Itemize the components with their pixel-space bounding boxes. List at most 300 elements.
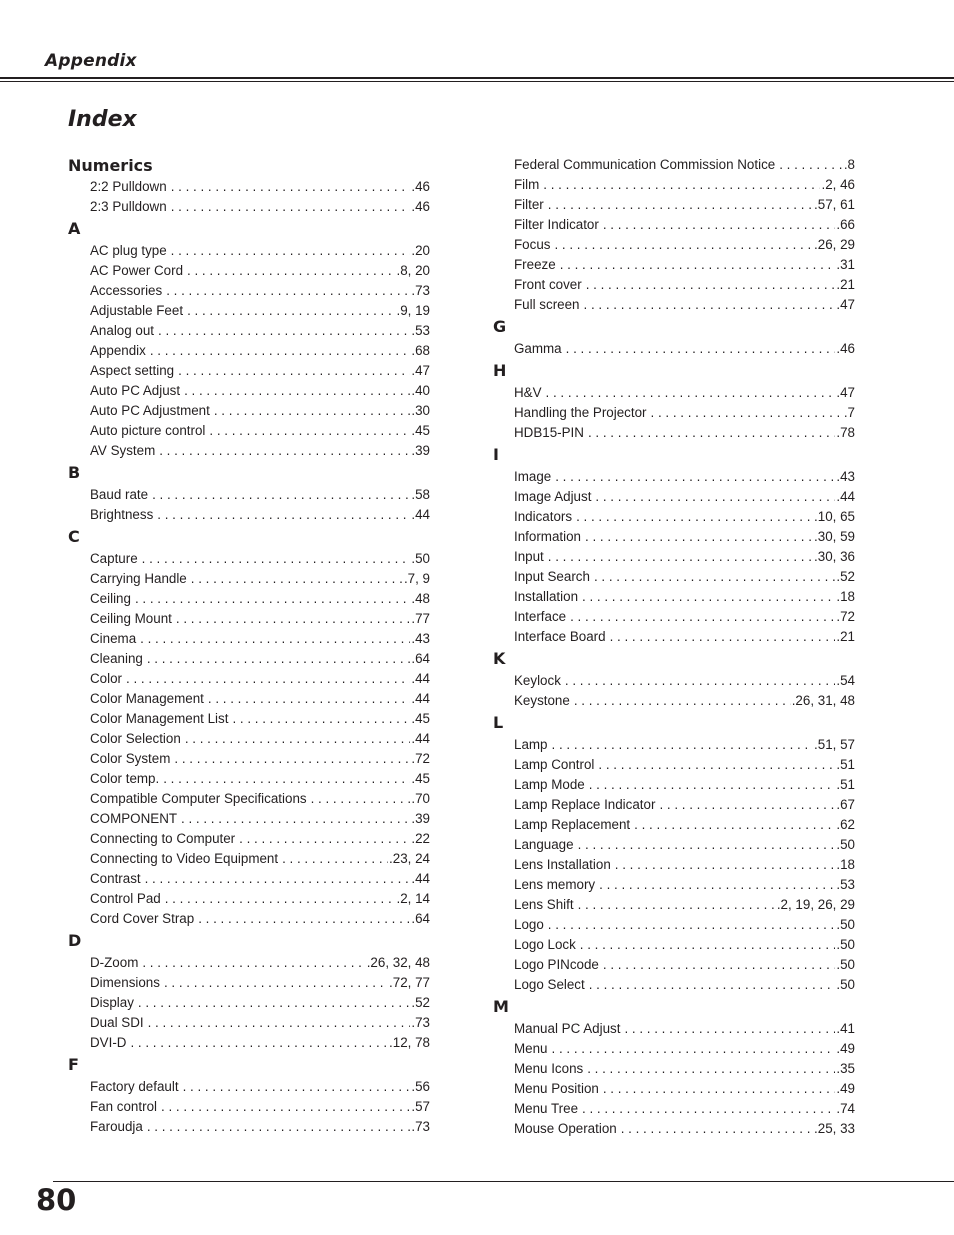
index-entry (68, 589, 430, 609)
index-entry (493, 895, 855, 915)
dot-leader (576, 507, 813, 527)
dot-leader (171, 177, 411, 197)
entry-term: Brightness (90, 507, 154, 522)
index-entry (68, 849, 430, 869)
dot-leader (176, 609, 411, 629)
section-heading: M (493, 997, 509, 1016)
index-entry (68, 829, 430, 849)
dot-leader (174, 749, 410, 769)
entry-term: Control Pad (90, 891, 161, 906)
entry-term: Menu Tree (514, 1101, 579, 1116)
index-entry (68, 1117, 430, 1137)
entry-term: Display (90, 995, 134, 1010)
entry-term: Front cover (514, 277, 582, 292)
dot-leader (138, 993, 410, 1013)
entry-pages: .41 (836, 1021, 855, 1036)
dot-leader (589, 975, 836, 995)
dot-leader (586, 275, 836, 295)
entry-pages: .30, 36 (814, 549, 855, 564)
entry-pages: .56 (411, 1079, 430, 1094)
dot-leader (126, 669, 410, 689)
index-entry (493, 735, 855, 755)
index-entry (493, 627, 855, 647)
page-number: 80 (36, 1183, 77, 1217)
entry-pages: .20 (411, 243, 430, 258)
index-entry (68, 973, 430, 993)
dot-leader (181, 809, 410, 829)
entry-term: Focus (514, 237, 551, 252)
entry-term: Gamma (514, 341, 562, 356)
entry-term: Ceiling Mount (90, 611, 172, 626)
entry-pages: .74 (836, 1101, 855, 1116)
entry-term: Installation (514, 589, 579, 604)
entry-term: Keylock (514, 673, 561, 688)
index-entry (68, 689, 430, 709)
entry-pages: .50 (836, 977, 855, 992)
dot-leader (165, 889, 396, 909)
index-entry (68, 789, 430, 809)
entry-pages: .72 (836, 609, 855, 624)
entry-term: Lamp Mode (514, 777, 585, 792)
dot-leader (582, 1099, 835, 1119)
entry-term: Logo (514, 917, 544, 932)
entry-term: Image Adjust (514, 489, 592, 504)
entry-pages: .49 (836, 1041, 855, 1056)
dot-leader (208, 689, 410, 709)
section-heading: D (68, 931, 82, 950)
entry-pages: .52 (411, 995, 430, 1010)
index-entry (493, 195, 855, 215)
dot-leader (574, 691, 791, 711)
entry-pages: .2, 19, 26, 29 (776, 897, 855, 912)
dot-leader (171, 197, 411, 217)
index-entry (68, 281, 430, 301)
index-entry (493, 1059, 855, 1079)
dot-leader (148, 1013, 411, 1033)
dot-leader (158, 321, 410, 341)
entry-pages: .45 (411, 711, 430, 726)
entry-pages: .40 (411, 383, 430, 398)
index-entry (493, 1079, 855, 1099)
index-entry (493, 403, 855, 423)
entry-pages: .51, 57 (814, 737, 855, 752)
section-heading: C (68, 527, 80, 546)
entry-term: Interface Board (514, 629, 606, 644)
entry-term: Fan control (90, 1099, 157, 1114)
entry-pages: .46 (836, 341, 855, 356)
index-section (68, 155, 430, 217)
dot-leader (610, 627, 836, 647)
index-entry (493, 467, 855, 487)
index-entry (68, 769, 430, 789)
entry-pages: .47 (411, 363, 430, 378)
dot-leader (187, 261, 395, 281)
entry-pages: .21 (836, 277, 855, 292)
dot-leader (587, 1059, 835, 1079)
entry-pages: .2, 14 (396, 891, 430, 906)
dot-leader (214, 401, 411, 421)
entry-pages: .73 (411, 1015, 430, 1030)
index-entry (68, 1013, 430, 1033)
entry-pages: .49 (836, 1081, 855, 1096)
entry-term: Menu Position (514, 1081, 599, 1096)
index-entry (493, 691, 855, 711)
entry-pages: .25, 33 (814, 1121, 855, 1136)
index-entry (493, 671, 855, 691)
dot-leader (191, 569, 403, 589)
dot-leader (659, 795, 835, 815)
dot-leader (145, 869, 411, 889)
index-entry (68, 869, 430, 889)
dot-leader (570, 607, 835, 627)
entry-term: Freeze (514, 257, 556, 272)
dot-leader (548, 915, 836, 935)
entry-term: Color (90, 671, 122, 686)
entry-term: AC Power Cord (90, 263, 184, 278)
entry-term: HDB15-PIN (514, 425, 584, 440)
entry-pages: .44 (411, 507, 430, 522)
dot-leader (135, 589, 410, 609)
entry-term: Filter (514, 197, 544, 212)
dot-leader (150, 341, 411, 361)
entry-term: Color temp. (90, 771, 160, 786)
index-entry (68, 421, 430, 441)
entry-pages: .77 (411, 611, 430, 626)
entry-pages: .31 (836, 257, 855, 272)
entry-pages: .18 (836, 857, 855, 872)
index-entry (493, 935, 855, 955)
entry-pages: .50 (411, 551, 430, 566)
index-entry (68, 341, 430, 361)
entry-pages: .18 (836, 589, 855, 604)
index-section (493, 155, 855, 315)
index-entry (493, 155, 855, 175)
index-entry (493, 1119, 855, 1139)
entry-term: Dual SDI (90, 1015, 144, 1030)
index-entry (493, 587, 855, 607)
dot-leader (546, 383, 836, 403)
dot-leader (589, 775, 836, 795)
dot-leader (166, 281, 410, 301)
index-section (493, 359, 855, 443)
entry-pages: .62 (836, 817, 855, 832)
index-entry (68, 953, 430, 973)
entry-pages: .7 (843, 405, 855, 420)
entry-term: Lamp (514, 737, 548, 752)
entry-pages: .50 (836, 957, 855, 972)
entry-pages: .45 (411, 423, 430, 438)
index-column-right (493, 155, 855, 1139)
dot-leader (598, 755, 835, 775)
index-entry (493, 255, 855, 275)
dot-leader (566, 339, 836, 359)
dot-leader (187, 301, 395, 321)
entry-term: Handling the Projector (514, 405, 647, 420)
dot-leader (147, 649, 411, 669)
entry-term: Lens Installation (514, 857, 611, 872)
entry-term: Factory default (90, 1079, 179, 1094)
entry-pages: .35 (836, 1061, 855, 1076)
dot-leader (585, 527, 813, 547)
index-entry (493, 815, 855, 835)
entry-pages: .57 (411, 1099, 430, 1114)
entry-term: D-Zoom (90, 955, 139, 970)
entry-pages: .47 (836, 297, 855, 312)
dot-leader (552, 1039, 836, 1059)
section-heading: G (493, 317, 507, 336)
entry-term: Accessories (90, 283, 163, 298)
entry-term: Cord Cover Strap (90, 911, 195, 926)
dot-leader (548, 195, 813, 215)
entry-term: Cleaning (90, 651, 143, 666)
entry-pages: .43 (411, 631, 430, 646)
dot-leader (603, 215, 836, 235)
index-entry (68, 241, 430, 261)
entry-term: Carrying Handle (90, 571, 187, 586)
index-entry (68, 197, 430, 217)
entry-term: Dimensions (90, 975, 160, 990)
dot-leader (142, 953, 365, 973)
entry-term: Baud rate (90, 487, 149, 502)
entry-term: Capture (90, 551, 138, 566)
dot-leader (159, 441, 410, 461)
entry-term: Lens Shift (514, 897, 574, 912)
index-entry (68, 441, 430, 461)
index-entry (68, 749, 430, 769)
index-entry (68, 609, 430, 629)
dot-leader (595, 487, 835, 507)
entry-term: Contrast (90, 871, 141, 886)
index-entry (493, 795, 855, 815)
index-entry (493, 1019, 855, 1039)
entry-pages: .44 (411, 691, 430, 706)
section-heading: Numerics (68, 156, 153, 175)
entry-term: H&V (514, 385, 542, 400)
entry-pages: .12, 78 (389, 1035, 430, 1050)
entry-pages: .72 (411, 751, 430, 766)
index-entry (68, 909, 430, 929)
entry-pages: .2, 46 (821, 177, 855, 192)
dot-leader (142, 549, 411, 569)
dot-leader (555, 467, 835, 487)
index-entry (68, 569, 430, 589)
index-entry (493, 835, 855, 855)
dot-leader (548, 547, 813, 567)
dot-leader (184, 381, 410, 401)
entry-pages: .54 (836, 673, 855, 688)
dot-leader (185, 729, 411, 749)
entry-pages: .44 (411, 671, 430, 686)
dot-leader (624, 1019, 835, 1039)
entry-pages: .8, 20 (396, 263, 430, 278)
dot-leader (603, 955, 836, 975)
dot-leader (157, 505, 410, 525)
entry-term: AV System (90, 443, 156, 458)
index-section (493, 443, 855, 647)
index-entry (68, 1033, 430, 1053)
entry-pages: .64 (411, 911, 430, 926)
dot-leader (164, 973, 388, 993)
entry-pages: .7, 9 (403, 571, 430, 586)
index-entry (493, 295, 855, 315)
entry-term: Color Selection (90, 731, 181, 746)
entry-term: Ceiling (90, 591, 131, 606)
entry-pages: .26, 32, 48 (366, 955, 430, 970)
entry-term: Filter Indicator (514, 217, 599, 232)
entry-pages: .72, 77 (389, 975, 430, 990)
dot-leader (588, 423, 835, 443)
entry-pages: .21 (836, 629, 855, 644)
dot-leader (161, 1097, 410, 1117)
index-section (493, 711, 855, 995)
entry-pages: .47 (836, 385, 855, 400)
index-entry (68, 1097, 430, 1117)
dot-leader (560, 255, 836, 275)
dot-leader (584, 295, 836, 315)
entry-pages: .30 (411, 403, 430, 418)
entry-term: Language (514, 837, 574, 852)
entry-pages: .66 (836, 217, 855, 232)
index-entry (493, 383, 855, 403)
dot-leader (140, 629, 410, 649)
dot-leader (603, 1079, 836, 1099)
entry-term: Color System (90, 751, 171, 766)
entry-pages: .8 (843, 157, 855, 172)
dot-leader (543, 175, 820, 195)
entry-term: Keystone (514, 693, 570, 708)
entry-term: Adjustable Feet (90, 303, 184, 318)
dot-leader (209, 421, 410, 441)
entry-pages: .44 (836, 489, 855, 504)
index-entry (493, 607, 855, 627)
section-heading: L (493, 713, 504, 732)
index-entry (493, 339, 855, 359)
entry-term: Image (514, 469, 552, 484)
entry-pages: .46 (411, 199, 430, 214)
entry-term: Cinema (90, 631, 137, 646)
section-heading: A (68, 219, 81, 238)
entry-pages: .67 (836, 797, 855, 812)
entry-term: COMPONENT (90, 811, 178, 826)
entry-pages: .44 (411, 871, 430, 886)
entry-pages: .50 (836, 837, 855, 852)
index-entry (493, 487, 855, 507)
entry-term: Lamp Replace Indicator (514, 797, 656, 812)
index-entry (493, 955, 855, 975)
dot-leader (621, 1119, 813, 1139)
index-entry (493, 875, 855, 895)
section-heading: F (68, 1055, 79, 1074)
dot-leader (552, 735, 814, 755)
index-entry (68, 809, 430, 829)
entry-pages: .70 (411, 791, 430, 806)
entry-pages: .68 (411, 343, 430, 358)
entry-pages: .50 (836, 917, 855, 932)
section-heading: H (493, 361, 507, 380)
section-heading: I (493, 445, 499, 464)
index-section (68, 217, 430, 461)
entry-term: 2:2 Pulldown (90, 179, 167, 194)
index-section (493, 315, 855, 359)
footer-rule (53, 1181, 954, 1182)
header-rule-thick (0, 77, 954, 79)
index-entry (68, 177, 430, 197)
entry-term: Logo PINcode (514, 957, 599, 972)
index-entry (68, 993, 430, 1013)
index-entry (68, 301, 430, 321)
entry-pages: .46 (411, 179, 430, 194)
entry-term: Faroudja (90, 1119, 143, 1134)
index-entry (493, 975, 855, 995)
dot-leader (578, 835, 836, 855)
index-entry (493, 567, 855, 587)
dot-leader (599, 875, 835, 895)
entry-term: Indicators (514, 509, 573, 524)
index-entry (493, 775, 855, 795)
index-entry (68, 401, 430, 421)
index-entry (68, 709, 430, 729)
index-section (493, 647, 855, 711)
entry-term: AC plug type (90, 243, 167, 258)
page-title: Index (68, 107, 137, 132)
entry-pages: .64 (411, 651, 430, 666)
entry-term: Full screen (514, 297, 580, 312)
entry-pages: .45 (411, 771, 430, 786)
index-entry (68, 549, 430, 569)
index-entry (68, 649, 430, 669)
entry-pages: .26, 29 (814, 237, 855, 252)
index-entry (493, 1099, 855, 1119)
dot-leader (554, 235, 813, 255)
entry-term: Connecting to Video Equipment (90, 851, 279, 866)
index-entry (68, 361, 430, 381)
entry-term: Auto picture control (90, 423, 206, 438)
dot-leader (198, 909, 410, 929)
index-entry (68, 321, 430, 341)
entry-pages: .22 (411, 831, 430, 846)
entry-pages: .23, 24 (389, 851, 430, 866)
entry-term: Auto PC Adjustment (90, 403, 210, 418)
dot-leader (311, 789, 411, 809)
entry-term: Lamp Replacement (514, 817, 631, 832)
entry-term: DVI-D (90, 1035, 127, 1050)
entry-pages: .48 (411, 591, 430, 606)
entry-pages: .9, 19 (396, 303, 430, 318)
entry-term: 2:3 Pulldown (90, 199, 167, 214)
entry-pages: .51 (836, 777, 855, 792)
dot-leader (171, 241, 411, 261)
entry-pages: .73 (411, 283, 430, 298)
index-entry (68, 889, 430, 909)
entry-term: Interface (514, 609, 567, 624)
index-entry (68, 261, 430, 281)
index-entry (493, 527, 855, 547)
index-entry (493, 175, 855, 195)
dot-leader (183, 1077, 411, 1097)
entry-term: Lens memory (514, 877, 596, 892)
entry-term: Information (514, 529, 581, 544)
header-rule-thin (0, 81, 954, 82)
entry-term: Analog out (90, 323, 155, 338)
index-entry (493, 215, 855, 235)
index-entry (493, 755, 855, 775)
entry-term: Logo Lock (514, 937, 576, 952)
entry-term: Color Management (90, 691, 204, 706)
index-section (68, 929, 430, 1053)
section-heading: K (493, 649, 506, 668)
header-section-label: Appendix (45, 51, 137, 71)
index-entry (68, 669, 430, 689)
